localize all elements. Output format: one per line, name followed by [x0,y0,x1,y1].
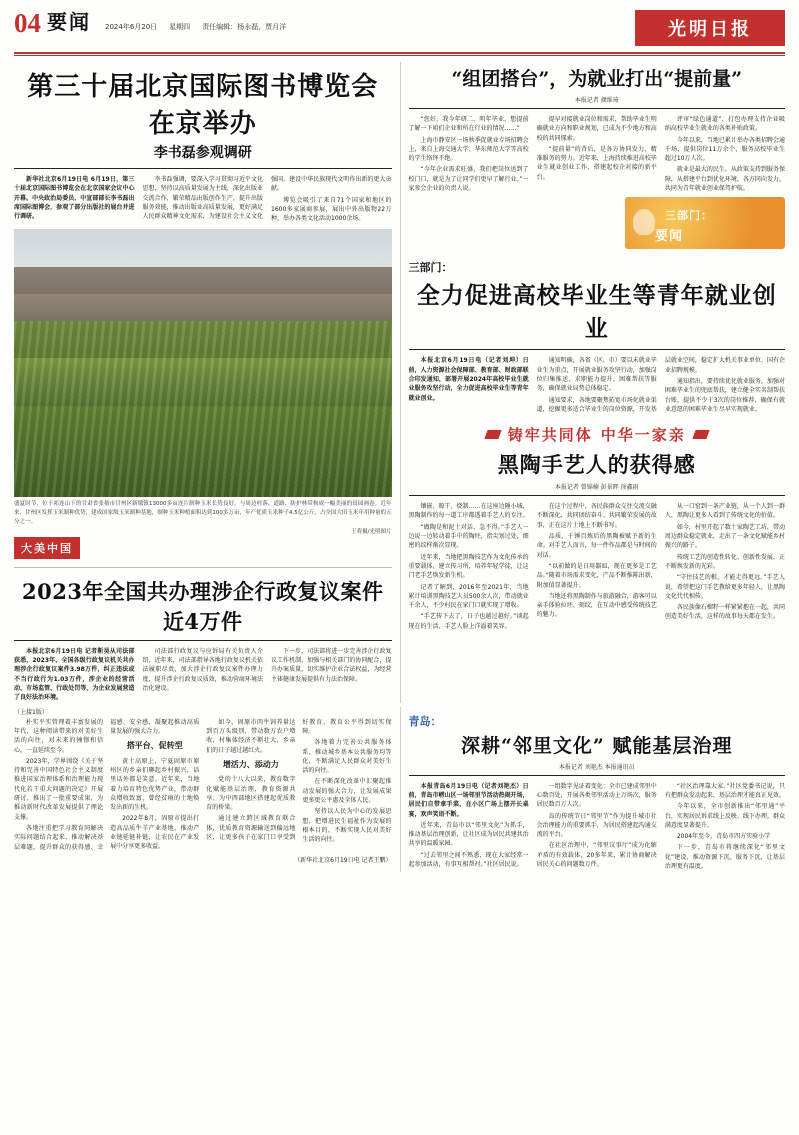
story4-paragraph-7: “社区治理靠大家。”社区党委书记说，只有把群众发动起来，基层治理才能真正见效。 [664,782,785,799]
lead-paragraph-2: 李书磊强调，要深入学习贯彻习近平文化思想，坚持以高质量发展为主线，深化出版业交流合作，繁荣精品出版创作生产，提升出版服务效能，推动出版业高质量发展，更好满足人民群众精神文化需求，为建设社会主义文化强国、建设中华民族现代文明作出新的更大贡献。 [142,176,392,221]
header-rule-thin [14,55,785,56]
story3-paragraph-6: 在这个过程中，各民族群众交往交流交融不断深化，共同团结奋斗、共同繁荣发展的故事，正在这片土地上不断书写。 [536,503,657,529]
story3-paragraph-9: 当地还将黑陶制作与旅游融合，游客可以亲手体验拉坯、刻纹，在互动中感受传统技艺的魅力。 [536,592,657,619]
banner-slash-left [484,430,501,439]
paper-name: 光明日报 [668,19,752,40]
lead-paragraph-1: 新华社北京6月19日电 6月19日，第三十届北京国际图书博览会在北京国家会议中心开幕。中央政治局委员、中宣部部长李书磊出席国际图博会，参观了部分出版社的展台并进行调研。 [14,176,135,221]
second-body [14,647,392,703]
weekday: 星期四 [169,23,191,31]
banner-text-right: 中华一家亲 [600,426,686,445]
bottom-paragraph-2: 2023年，学界围绕《关于坚持和完善中国特色社会主义制度推进国家治理体系和治理能力现代化若干重大问题的决定》开展研讨，推出了一批重要成果，为推动新时代改革发展提供了理论支撑。 [14,757,104,821]
continuation-label: （上接1版） [14,708,48,716]
masthead [0,0,799,50]
promo-icon [633,209,655,235]
main-columns [0,62,799,703]
story2-paragraph-4: 通知指出，要持续优化就业服务，加强对困难毕业生的兜底帮扶，建立健全实名制帮扶台账，提供不少于3次的岗位推荐，确保有就业意愿的困难毕业生尽早实现就业。 [664,377,785,413]
story3-headline: 黑陶手艺人的获得感 [497,452,696,478]
promo-banner[interactable] [625,197,785,249]
bottom-subhead-a: 搭平台、促转型 [126,741,183,751]
divider-2 [14,640,392,641]
bottom-paragraph-1: 朴实平实管理着丰富发展的年代，这种阅读带来的对美好生活的向往，对未来的憧憬和信心，一直延续至今。 [14,718,104,754]
story1-paragraph-4: 提早对接就业岗位和需求，帮助毕业生明确就业方向和职业规划，已成为不少地方和高校的共同探索。 [536,116,657,142]
divider [14,168,392,169]
story1-paragraph-3: “今年企业需求旺盛，我们把岗位送到了校门口，就是为了让同学们更早了解行业。”一家参会企业的负责人说。 [408,166,529,193]
section-title: 要闻 [47,10,91,34]
story2-paragraph-1: 本报北京6月19日电（记者刘坤）日前，人力资源社会保障部、教育部、财政部联合印发通知，部署开展2024年高校毕业生就业服务攻坚行动，全力促进高校毕业生等青年就业创业。 [408,357,529,402]
story3-byline: 本报记者 曾锦楠 彭景晖 徐鑫雨 [554,484,639,492]
second-paragraph-1: 本报北京6月19日电 记者靳昊从司法部获悉，2023年，全国各级行政复议机关共办理涉企行政复议案件3.98万件，纠正违法或不当行政行为1.03万件，涉企业的经营活动、市场监管、行政处罚等，为企业发展营造了良好法治环境。 [14,647,135,702]
lead-subhead: 李书磊参观调研 [153,145,252,161]
story3-paragraph-7: 品质、千锤百炼后的黑陶被赋予新的生命。对手艺人而言，每一件作品都是与时间的对话。 [536,533,657,559]
story3-paragraph-10: 从一口窑到一条产业链，从一个人到一群人，黑陶让更多人看到了传统文化的价值。 [664,503,785,520]
photo-credit: 王将摄/光明图片 [351,528,392,535]
photo-caption: 盛夏时节，位于祁连山下的甘肃省张掖市甘州区新墩镇13000多亩连片制种玉米长势良好，与周边村落、道路、防护林带构成一幅美丽的田园画卷。近年来，甘州区发挥玉米制种优势，建成国家级玉米制种基地，制种玉米种植面积达到100多万亩，年产优质玉米种子4.5亿公斤，占全国大田玉米年用种量的五分之一。 [14,501,392,526]
masthead-meta [105,10,286,32]
lead-paragraph-3: 博览会吸引了来自71个国家和地区的1600多家展商参展，展出中外出版物22万种，举办各类文化活动1000余场。 [271,196,392,223]
header-rule [14,52,785,54]
promo-line-1: 三部门： [665,209,713,223]
banner-slash-right [692,430,709,439]
story1-paragraph-7: 今年以来，当地已累计举办各类招聘会逾千场，提供岗位11万余个，服务高校毕业生超过10万人次。 [664,136,785,163]
publish-date: 2024年6月20日 [105,23,158,31]
story2-headline: 全力促进高校毕业生等青年就业创业 [416,282,777,343]
divider-5 [409,495,786,496]
story1-body [409,115,786,193]
story1-headline: “组团搭台”，为就业打出“提前量” [451,68,743,90]
story1-paragraph-5: “提前量”的背后，是各方协同发力、精准服务的努力。近年来，上海持续推进高校毕业生就业创业工作，搭建起校企对接的新平台。 [536,145,657,181]
story1-paragraph-6: 评审“绿色通道”，打包办理支持企业吸纳高校毕业生就业的各类补贴政策。 [664,116,785,133]
bottom-paragraph-9: 各地着力完善公共服务体系，推动城乡基本公共服务均等化，不断满足人民群众对美好生活的向往。 [302,739,392,775]
bottom-section [0,707,799,872]
story3-paragraph-5: “手艺传下去了，日子也越过越好。”谈起现在的生活，手艺人脸上洋溢着笑容。 [408,613,529,630]
lead-body [14,175,392,223]
story3-paragraph-14: 各民族像石榴籽一样紧紧抱在一起，共同创造美好生活，这样的故事每天都在发生。 [664,604,785,621]
bottom-subhead-b: 增活力、添动力 [222,759,279,769]
story4-paragraph-6: 在社区治理中，“邻里议事厅”成为化解矛盾的有效载体，20多年来，累计协商解决居民关心的问题数万件。 [536,842,657,869]
story2-paragraph-2: 通知明确，各省（区、市）要以未就业毕业生为重点，开展就业服务攻坚行动，加强岗位归集推送、求职能力提升、困难帮扶等服务，确保就业局势总体稳定。 [536,357,657,393]
story2-body [409,356,786,414]
story4-paragraph-4: 一组数字见证着变化：全市已建成邻里中心数百处，开展各类邻里活动上万场次，服务居民数百万人次。 [536,782,657,809]
photo-crop-rows [14,321,392,498]
lead-headline: 第三十届北京国际图书博览会在京举办 [27,72,379,139]
story1-paragraph-2: 上海市静安区一场秋季促就业专场招聘会上，来自上海交通大学、华东师范大学等高校的学生络绎不绝。 [408,136,529,163]
story3-paragraph-13: “守住技艺的根，才能走得更远。”手艺人说，希望把这门手艺教给更多年轻人，让黑陶文化代代相传。 [664,574,785,600]
second-paragraph-2: 司法部行政复议与应诉局有关负责人介绍，近年来，司法部指导各地行政复议机关依法履职尽责，加大涉企行政复议案件办理力度，提升涉企行政复议质效，推动营商环境法治化建设。 [142,647,263,693]
bottom-left [14,707,392,872]
story3-paragraph-3: 近年来，当地把黑陶技艺作为文化传承的重要载体，建立传习所，培养年轻学徒，让这门老手艺焕发新生机。 [408,553,529,580]
lead-photo [14,229,392,497]
story4-paragraph-8: 今年以来，全市创新推出“邻里通”平台，实现居民诉求线上反映、线下办理，群众满意度显著提升。 [664,803,785,829]
bottom-paragraph-4: 黄土高原上，宁夏固原市原州区的乡亲们聊起乡村振兴，话里话外都是笑意。近年来，当地着力培育特色优势产业，带动群众增收致富，曾经贫瘠的土地焕发出新的生机。 [110,757,200,812]
divider-6 [409,775,786,776]
story4-byline: 本报记者 刘艳杰 本报通讯员 [558,763,635,771]
story4-paragraph-5: 岛的传统节日“邻里节”作为提升城市社会治理能力的重要抓手，为居民搭建起沟通交流的平台。 [536,812,657,839]
story2-kicker: 三部门： [408,261,453,275]
left-column [14,62,392,703]
bottom-endline: （新华社北京6月19日电 记者王鹏） [294,856,392,864]
story4-paragraph-3: “过去邻里之间不熟悉，现在大家经常一起参加活动，有事互相帮衬。”社区居民说。 [408,851,529,869]
bottom-left-body [14,718,392,852]
story1-paragraph-8: 就业是最大的民生。从政策支持到服务保障，从搭建平台到优化环境，各方同向发力，共同为青年就业创业保驾护航。 [664,166,785,193]
bottom-paragraph-5: 2022年8月，固原市提出打造高品质牛羊产业基地，推动产业链延链补链，让农民在产业发展中分享更多收益。 [110,815,200,851]
story1-paragraph-1: “您好，我今年研二、明年毕业，想提前了解一下咱们企业和所在行业的情况……” [408,116,529,133]
promo-line-2: 要闻 [655,229,684,245]
story4-headline: 深耕“邻里文化” 赋能基层治理 [461,734,733,757]
story3-paragraph-4: 记者了解到，2016年至2021年，当地累计培训黑陶技艺人员500余人次，带动就业千余人，不少村民在家门口就实现了增收。 [408,583,529,610]
story3-paragraph-8: “以前做的是日用器皿，现在更多是工艺品。”随着市场需求变化，产品不断推陈出新，附加值显著提升。 [536,562,657,589]
second-paragraph-3: 下一步，司法部将进一步完善涉企行政复议工作机制，加强与相关部门的协同配合，提升办案质量，切实维护企业合法权益，为经营主体健康发展提供有力法治保障。 [271,647,392,683]
banner-text-left: 铸牢共同体 [507,426,593,445]
story3-paragraph-1: 镶嵌、晾干、烧制……在这座边陲小城，黑陶制作的每一道工序都透着手艺人的专注。 [408,503,529,520]
section-divider [14,567,392,568]
story4-paragraph-1: 本报青岛6月19日电（记者刘艳杰）日前，青岛市崂山区一场邻里节活动热闹开场，居民们自带拿手菜，在小区广场上摆开长桌宴，欢声笑语不断。 [408,782,529,818]
story4-body [409,782,786,872]
series-banner [409,424,786,445]
story2-paragraph-3: 通知要求，各地要聚焦拓宽市场化就业渠道，挖掘更多适合毕业生的岗位资源，开发基层就业空间，稳定扩大机关事业单位、国有企业招聘规模。 [536,357,785,413]
story4-paragraph-9: 2004年至今，青岛市四方实验小学 [676,833,771,841]
divider-4 [409,349,786,350]
bottom-paragraph-7: 党的十八大以来，教育数字化赋能基层治理，教育资源共享、为中西部地区搭建起优质教育的桥梁。 [206,776,296,812]
bottom-right [400,707,786,872]
editors: 责任编辑：杨永磊、贾月洋 [202,23,287,31]
story4-paragraph-2: 近年来，青岛市以“邻里文化”为抓手，推动基层治理创新，让社区成为居民共建共治共享的温暖家园。 [408,821,529,848]
second-headline: 2023年全国共办理涉企行政复议案件近4万件 [22,578,384,634]
china-badge-wrap [14,537,392,559]
bottom-paragraph-3: 各地注重把学习教育同解决实际问题结合起来，推动解决基层难题，提升群众的获得感、幸福感、安全感，凝聚起推动高质量发展的强大合力。 [14,718,200,851]
divider-3 [409,108,786,109]
china-badge: 大美中国 [14,537,80,559]
story4-paragraph-10: 下一步，青岛市将继续深化“邻里文化”建设，推动资源下沉、服务下沉，让基层治理更有温度。 [664,844,785,871]
story3-body [409,502,786,631]
story3-paragraph-2: “做陶是和泥土对话，急不得。”手艺人一边说一边转动着手中的陶坯，指尖划过处，细密的纹样渐次显现。 [408,523,529,550]
bottom-paragraph-6: 如今，固原市肉牛饲养量达到百万头级别，带动数万农户增收，村集体经济不断壮大，乡亲们的日子越过越红火。 [206,718,296,754]
right-column [400,62,786,703]
paper-logo [635,10,785,46]
bottom-paragraph-10: 在不断深化改革中汇聚起推动发展的强大合力，让发展成果更多更公平惠及全体人民。 [302,778,392,805]
page-number: 04 [14,8,41,38]
story1-byline: 本报记者 颜维琦 [574,97,619,104]
bottom-paragraph-11: 坚持以人民为中心的发展思想，把增进民生福祉作为发展的根本目的，不断实现人民对美好生活的向往。 [302,808,392,844]
story3-paragraph-12: 传统工艺的创造性转化、创新性发展，正不断焕发新的光彩。 [664,553,785,570]
story4-city: 青岛： [408,714,442,728]
story3-paragraph-11: 如今，村里开起了数十家陶艺工坊，带动周边群众稳定就业，走出了一条文化赋能乡村振兴的路子。 [664,523,785,550]
bottom-paragraph-8: 通过建立跨区域教育联合体，优质教育资源输送到偏远地区，让更多孩子在家门口享受到好教育，教育公平得到切实保障。 [206,718,392,842]
